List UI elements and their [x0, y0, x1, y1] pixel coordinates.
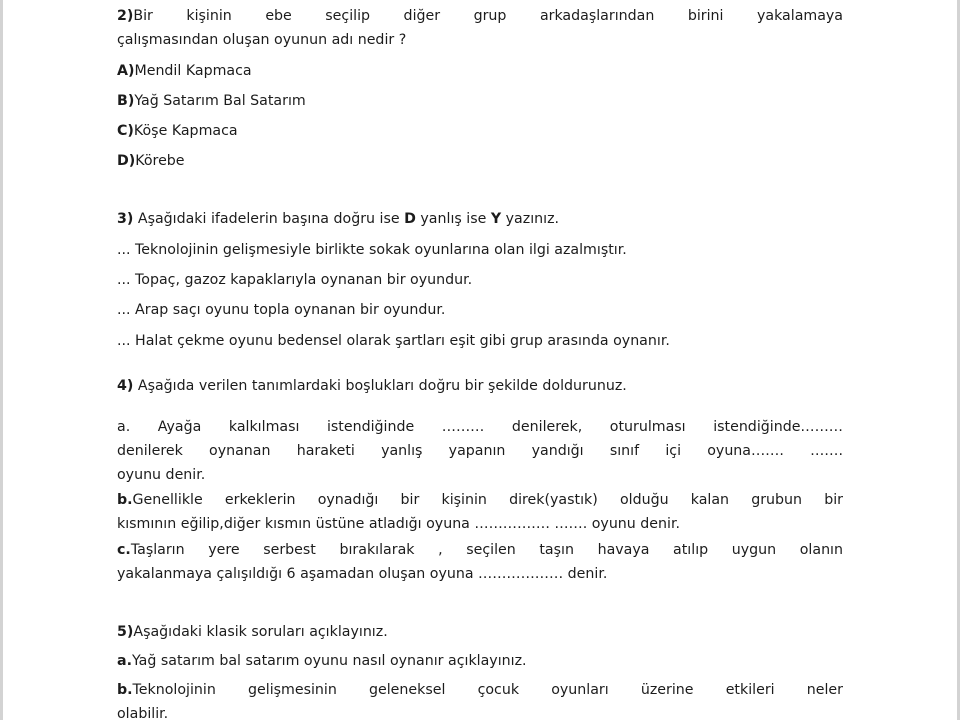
question-4-b-line-1	[117, 488, 843, 512]
question-2	[117, 4, 843, 52]
option-d-letter: D)	[117, 153, 136, 169]
question-4-c-line-2: yakalanmaya çalışıldığı 6 aşamadan oluşan oyuna ……………… denir.	[117, 566, 608, 582]
question-3-number: 3)	[117, 211, 134, 227]
question-2-line-1	[117, 4, 843, 28]
left-page-border	[0, 0, 3, 720]
question-4-item-c	[117, 538, 843, 586]
true-false-item: ... Halat çekme oyunu bedensel olarak şartları eşit gibi grup arasında oynanır.	[117, 333, 670, 349]
question-4-instruction: Aşağıda verilen tanımlardaki boşlukları doğru bir şekilde doldurunuz.	[133, 378, 627, 394]
question-5-b-line-1	[117, 678, 843, 702]
question-5-number: 5)	[117, 624, 134, 640]
true-false-item: ... Teknolojinin gelişmesiyle birlikte sokak oyunlarına olan ilgi azalmıştır.	[117, 242, 627, 258]
option-c-letter: C)	[117, 123, 134, 139]
question-5-b-line-2: olabilir.	[117, 706, 169, 720]
question-4-c-text-1: Taşların yere serbest bırakılarak , seçilen taşın havaya atılıp uygun olanın	[130, 542, 843, 558]
option-b-text: Yağ Satarım Bal Satarım	[134, 93, 306, 109]
option-a	[117, 59, 252, 83]
option-d	[117, 149, 185, 173]
question-5-a-label: a.	[117, 653, 132, 669]
true-false-item: ... Arap saçı oyunu topla oynanan bir oyundur.	[117, 302, 446, 318]
question-4-item-a	[117, 415, 843, 487]
option-c-text: Köşe Kapmaca	[133, 123, 238, 139]
question-2-line-2: çalışmasından oluşan oyunun adı nedir ?	[117, 32, 407, 48]
worksheet-page	[117, 4, 843, 720]
question-4-b-label: b.	[117, 492, 133, 508]
question-4-b-text-1: Genellikle erkeklerin oynadığı bir kişinin direk(yastık) olduğu kalan grubun bir	[132, 492, 843, 508]
true-letter: D	[404, 211, 416, 227]
option-a-text: Mendil Kapmaca	[134, 63, 252, 79]
question-2-text: Bir kişinin ebe seçilip diğer grup arkadaşlarından birini yakalamaya	[133, 8, 843, 24]
question-2-number: 2)	[117, 8, 134, 24]
question-4-a-line-2: denilerek oynanan haraketi yanlış yapanın yandığı sınıf içi oyuna……. …….	[117, 443, 843, 459]
question-5-b-label: b.	[117, 682, 133, 698]
true-false-item: ... Topaç, gazoz kapaklarıyla oynanan bir oyundur.	[117, 272, 473, 288]
question-4-c-line-1	[117, 538, 843, 562]
option-c	[117, 119, 238, 143]
question-4-a-line-3: oyunu denir.	[117, 467, 206, 483]
option-a-letter: A)	[117, 63, 135, 79]
question-4-item-b	[117, 488, 843, 536]
question-4-c-label: c.	[117, 542, 131, 558]
option-b-letter: B)	[117, 93, 135, 109]
question-5-a-text: Yağ satarım bal satarım oyunu nasıl oynanır açıklayınız.	[131, 653, 527, 669]
question-4-b-line-2: kısmının eğilip,diğer kısmın üstüne atladığı oyuna ……………. ……. oyunu denir.	[117, 516, 681, 532]
option-d-text: Körebe	[135, 153, 185, 169]
question-4-number: 4)	[117, 378, 134, 394]
question-5-heading	[117, 620, 388, 644]
option-b	[117, 89, 306, 113]
question-3-heading	[117, 207, 559, 231]
question-4-a-line-1: a. Ayağa kalkılması istendiğinde ……… denilerek, oturulması istendiğinde………	[117, 419, 843, 435]
question-3-instruction-post: yazınız.	[501, 211, 560, 227]
question-5-item-b	[117, 678, 843, 720]
false-letter: Y	[490, 211, 502, 227]
question-5-item-a	[117, 649, 527, 673]
question-5-instruction: Aşağıdaki klasik soruları açıklayınız.	[133, 624, 388, 640]
question-4-heading	[117, 374, 627, 398]
question-3-instruction-mid: yanlış ise	[415, 211, 491, 227]
question-3-instruction-pre: Aşağıdaki ifadelerin başına doğru ise	[133, 211, 405, 227]
question-5-b-text-1: Teknolojinin gelişmesinin geleneksel çocuk oyunları üzerine etkileri neler	[132, 682, 843, 698]
